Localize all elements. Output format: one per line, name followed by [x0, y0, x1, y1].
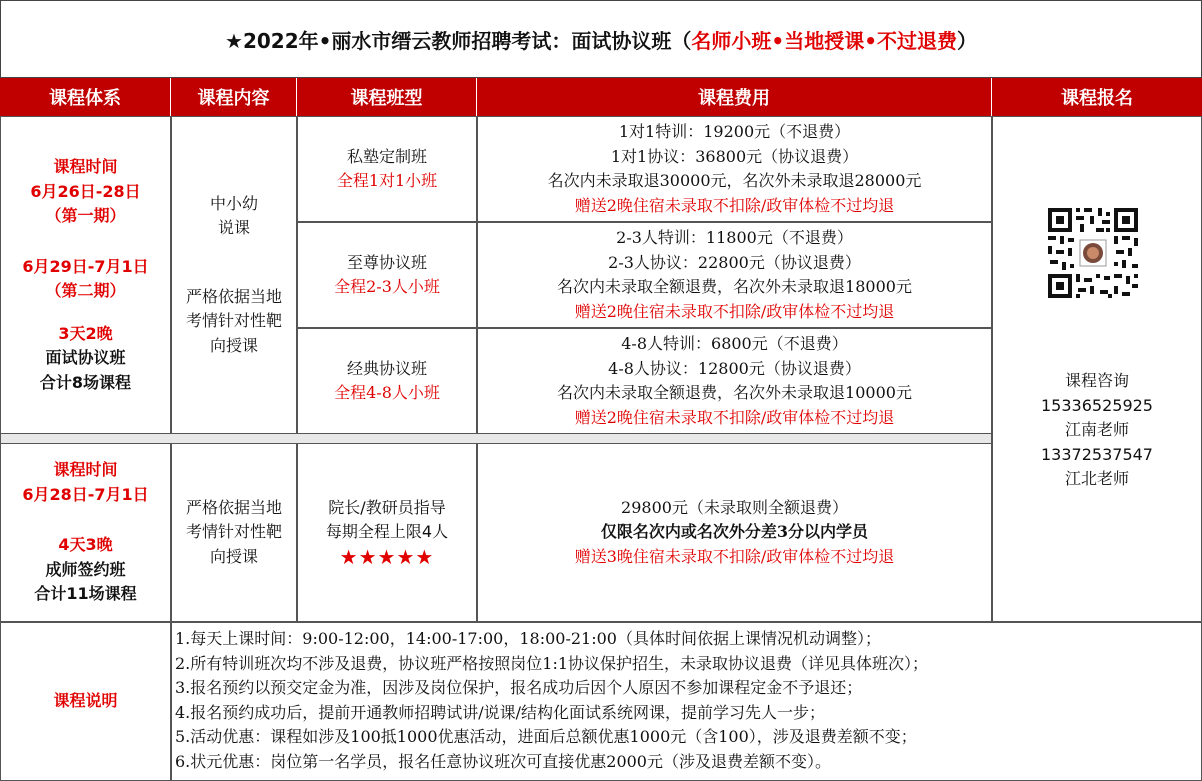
- notes-item: 5.活动优惠：课程如涉及100抵1000优惠活动，进面后总额优惠1000元（含100），涉及退费差额不变；: [175, 727, 917, 746]
- page-title: [0, 0, 1202, 78]
- row3-fee: [477, 328, 992, 434]
- notes-item: 6.状元优惠：岗位第一名学员，报名任意协议班次可直接优惠2000元（涉及退费差额不变）。: [175, 751, 831, 771]
- row2-fee2: 2-3人协议：22800元（协议退费）: [608, 252, 861, 272]
- section2-duration: 4天3晚: [58, 535, 113, 555]
- section2-class-name: 成师签约班: [45, 559, 126, 579]
- section2-total: 合计11场课程: [34, 584, 137, 604]
- notes-item: 3.报名预约以预交定金为准，因涉及岗位保护，报名成功后因个人原因不参加课程定金不予退还；: [175, 678, 863, 697]
- header-content: 课程内容: [171, 78, 297, 116]
- notes-list: [171, 622, 1202, 781]
- section2-fee2: 仅限名次内或名次外分差3分以内学员: [600, 522, 869, 542]
- signup-contacts: [993, 369, 1201, 492]
- title-highlight: 名师小班•当地授课•不过退费: [691, 28, 957, 53]
- row2-gift: 赠送2晚住宿未录取不扣除/政审体检不过均退: [574, 301, 895, 321]
- qr-code-icon[interactable]: [1046, 206, 1140, 304]
- row3-gift: 赠送2晚住宿未录取不扣除/政审体检不过均退: [574, 407, 895, 427]
- section1-period2-dates: 6月29日-7月1日: [22, 256, 149, 276]
- phone1[interactable]: 15336525925: [1041, 395, 1153, 415]
- section2-content-line2: 考情针对性靶: [185, 522, 282, 542]
- section1-content-line3: 严格依据当地: [185, 286, 282, 306]
- section2-class-type: [297, 443, 477, 622]
- header-class-type: 课程班型: [297, 78, 477, 116]
- section2-type-line2: 每期全程上限4人: [325, 522, 449, 542]
- section2-content: [171, 443, 297, 622]
- row2-fee3: 名次内未录取全额退费，名次外未录取退18000元: [557, 277, 912, 296]
- section1-period1-name: （第一期）: [45, 206, 126, 225]
- rating-stars-icon: ★★★★★: [339, 544, 435, 569]
- row2-name: 至尊协议班: [346, 252, 427, 272]
- row1-fee3: 名次内未录取退30000元，名次外未录取退28000元: [547, 171, 922, 190]
- notes-item: 2.所有特训班次均不涉及退费，协议班严格按照岗位1:1协议保护招生，未录取协议退费（详见具体班次）；: [175, 653, 929, 673]
- section1-content-line1: 中小幼: [209, 193, 258, 213]
- section2-time-label: 课程时间: [53, 460, 118, 480]
- row3-class-type: [297, 328, 477, 434]
- row2-sub: 全程2-3人小班: [334, 277, 440, 296]
- section1-total: 合计8场课程: [39, 372, 132, 392]
- teacher1: 江南老师: [1064, 420, 1129, 439]
- section1-content-line2: 说课: [217, 218, 250, 238]
- section2-content-line1: 严格依据当地: [185, 497, 282, 517]
- row3-fee2: 4-8人协议：12800元（协议退费）: [608, 358, 861, 378]
- section2-fee1: 29800元（未录取则全额退费）: [621, 497, 848, 517]
- notes-item: 4.报名预约成功后，提前开通教师招聘试讲/说课/结构化面试系统网课，提前学习先人一步；: [175, 702, 826, 722]
- row1-sub: 全程1对1小班: [336, 171, 438, 190]
- row1-fee: [477, 116, 992, 222]
- consult-label: 课程咨询: [1064, 371, 1129, 390]
- section2-system: [0, 443, 171, 622]
- section2-fee: [477, 443, 992, 622]
- row3-sub: 全程4-8人小班: [334, 383, 440, 402]
- row2-fee: [477, 222, 992, 328]
- row3-fee1: 4-8人特训：6800元（不退费）: [621, 334, 848, 353]
- section1-content-line5: 向授课: [209, 335, 258, 355]
- notes-label-cell: [0, 622, 171, 781]
- row3-fee3: 名次内未录取全额退费，名次外未录取退10000元: [557, 383, 912, 402]
- notes-label: 课程说明: [53, 691, 118, 711]
- title-suffix: ）: [956, 28, 977, 53]
- notes-item: 1.每天上课时间：9:00-12:00，14:00-17:00，18:00-21:00（具体时间依据上课情况机动调整）；: [175, 629, 881, 648]
- section2-content-line3: 向授课: [209, 546, 258, 566]
- row2-fee1: 2-3人特训：11800元（不退费）: [616, 228, 853, 247]
- teacher2: 江北老师: [1064, 469, 1129, 488]
- section1-time-label: 课程时间: [53, 157, 118, 176]
- section2-type-line1: 院长/教研员指导: [328, 497, 446, 517]
- phone2[interactable]: 13372537547: [1041, 444, 1153, 464]
- row1-class-type: [297, 116, 477, 222]
- header-system: 课程体系: [0, 78, 171, 116]
- section1-duration: 3天2晚: [58, 323, 113, 343]
- section2-gift: 赠送3晚住宿未录取不扣除/政审体检不过均退: [574, 546, 895, 566]
- section1-period2-name: （第二期）: [45, 281, 126, 300]
- title-prefix: ★2022年•丽水市缙云教师招聘考试：面试协议班（: [225, 28, 692, 53]
- row1-fee2: 1对1协议：36800元（协议退费）: [610, 146, 859, 166]
- row1-name: 私塾定制班: [346, 146, 427, 166]
- section-divider: [0, 434, 992, 443]
- header-fee: 课程费用: [477, 78, 992, 116]
- section1-content: [171, 116, 297, 434]
- row2-class-type: [297, 222, 477, 328]
- section1-system: [0, 116, 171, 434]
- section1-content-line4: 考情针对性靶: [185, 311, 282, 331]
- row1-fee1: 1对1特训：19200元（不退费）: [618, 122, 851, 141]
- row1-gift: 赠送2晚住宿未录取不扣除/政审体检不过均退: [574, 195, 895, 215]
- signup-column: [992, 116, 1202, 622]
- row3-name: 经典协议班: [346, 358, 427, 378]
- section2-dates: 6月28日-7月1日: [22, 484, 149, 504]
- section1-class-name: 面试协议班: [45, 348, 126, 367]
- section1-period1-dates: 6月26日-28日: [30, 181, 141, 201]
- header-signup: 课程报名: [992, 78, 1202, 116]
